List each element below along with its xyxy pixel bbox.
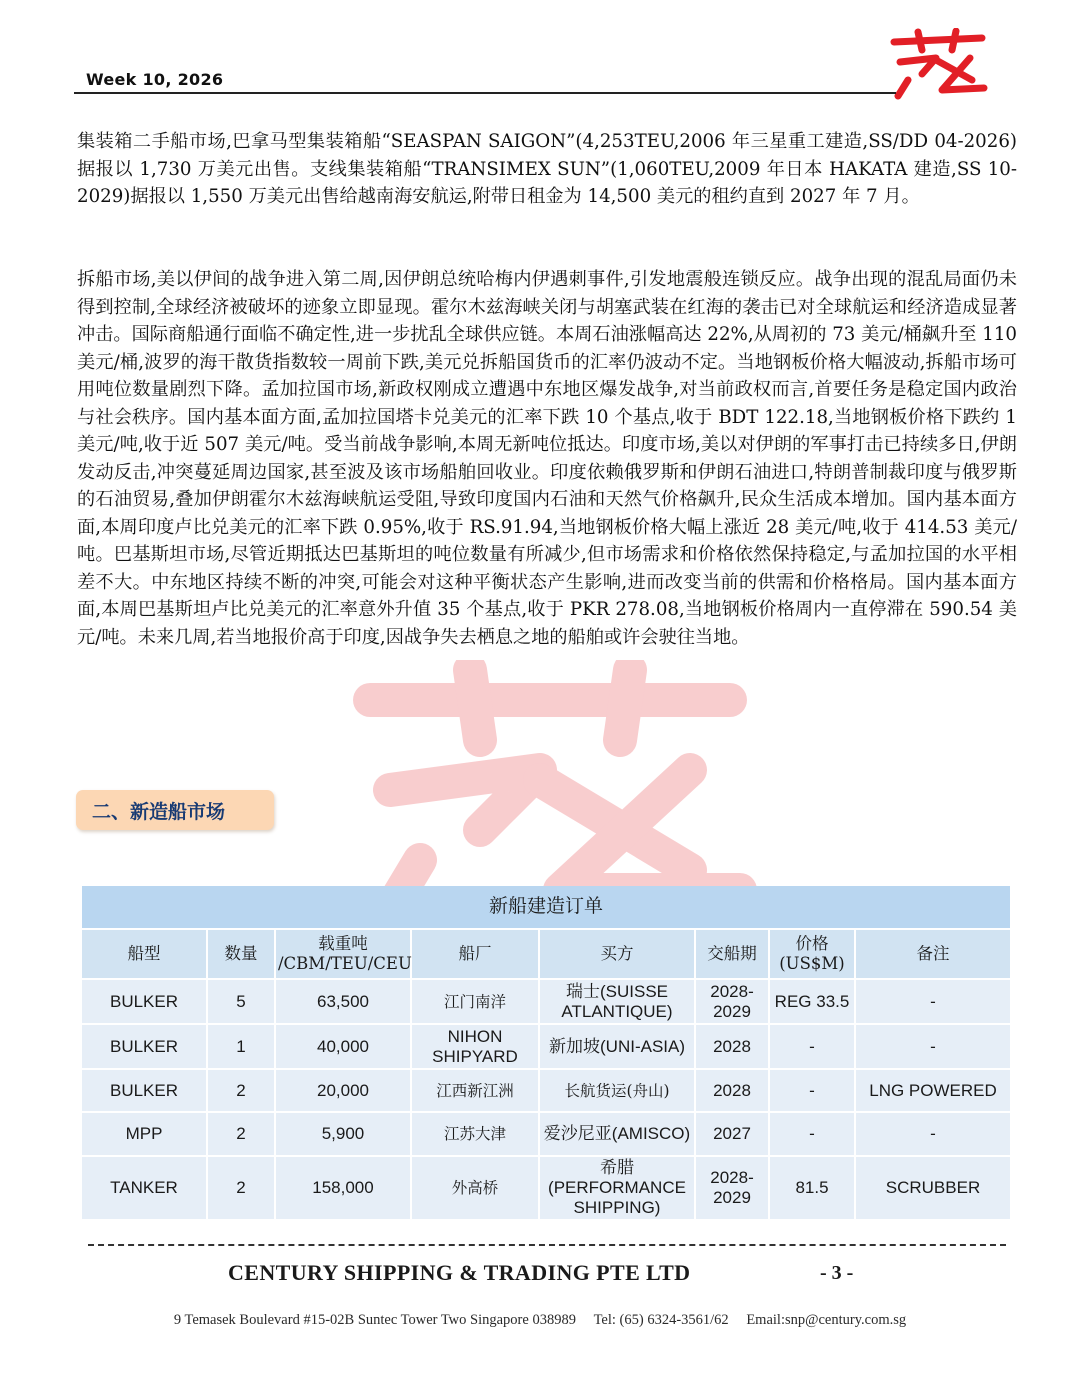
company-name: CENTURY SHIPPING & TRADING PTE LTD (228, 1260, 691, 1285)
cell-quantity: 2 (208, 1157, 274, 1219)
cell-buyer: 长航货运(舟山) (540, 1070, 694, 1111)
week-label: Week 10, 2026 (86, 70, 224, 89)
footer-divider (88, 1244, 1006, 1246)
table-row (82, 1157, 1010, 1219)
cell-shipyard: NIHON SHIPYARD (412, 1025, 538, 1068)
col-header-remarks: 备注 (856, 930, 1010, 978)
table-caption: 新船建造订单 (82, 886, 1010, 928)
cell-price: - (770, 1070, 854, 1111)
cell-buyer: 爱沙尼亚(AMISCO) (540, 1113, 694, 1155)
cell-remarks: - (856, 1113, 1010, 1155)
cell-deadweight: 63,500 (276, 980, 410, 1023)
footer-address: 9 Temasek Boulevard #15-02B Suntec Tower Two Singapore 038989 (173, 1312, 576, 1328)
cell-delivery: 2028 (696, 1070, 768, 1111)
col-header-quantity: 数量 (208, 930, 274, 978)
footer-tel: Tel: (65) 6324-3561/62 (593, 1312, 729, 1328)
cell-shipyard: 外高桥 (412, 1157, 538, 1219)
cell-ship-type: BULKER (82, 980, 206, 1023)
paragraph-demolition-market: 拆船市场,美以伊间的战争进入第二周,因伊朗总统哈梅内伊遇刺事件,引发地震般连锁反应。战争出现的混乱局面仍未得到控制,全球经济被破坏的迹象立即显现。霍尔木兹海峡关闭与胡塞武装在红海的袭击已对全球航运和经济造成显著冲击。国际商船通行面临不确定性,进一步扰乱全球供应链。本周石油涨幅高达 22%,从周初的 73 美元/桶飙升至 110 美元/桶,波罗的海干散货指数较一周前下跌,美元兑拆船国货币的汇率仍波动不定。当地钢板价格大幅波动,拆船市场可用吨位数量剧烈下降。孟加拉国市场,新政权刚成立遭遇中东地区爆发战争,对当前政权而言,首要任务是稳定国内政治与社会秩序。国内基本面方面,孟加拉国塔卡兑美元的汇率下跌 10 个基点,收于 BDT 122.18,当地钢板价格下跌约 1 美元/吨,收于近 507 美元/吨。受当前战争影响,本周无新吨位抵达。印度市场,美以对伊朗的军事打击已持续多日,伊朗发动反击,冲突蔓延周边国家,甚至波及该市场船舶回收业。印度依赖俄罗斯和伊朗石油进口,特朗普制裁印度与俄罗斯的石油贸易,叠加伊朗霍尔木兹海峡航运受阻,导致印度国内石油和天然气价格飙升,民众生活成本增加。国内基本面方面,本周印度卢比兑美元的汇率下跌 0.95%,收于 RS.91.94,当地钢板价格大幅上涨近 28 美元/吨,收于 414.53 美元/吨。巴基斯坦市场,尽管近期抵达巴基斯坦的吨位数量有所减少,但市场需求和价格依然保持稳定,与孟加拉国的水平相差不大。中东地区持续不断的冲突,可能会对这种平衡状态产生影响,进而改变当前的供需和价格格局。国内基本面方面,本周巴基斯坦卢比兑美元的汇率意外升值 35 个基点,收于 PKR 278.08,当地钢板价格周内一直停滞在 590.54 美元/吨。未来几周,若当地报价高于印度,因战争失去栖息之地的船舶或许会驶往当地。 (77, 269, 1017, 648)
cell-quantity: 1 (208, 1025, 274, 1068)
cell-quantity: 2 (208, 1070, 274, 1111)
cell-delivery: 2028-2029 (696, 1157, 768, 1219)
table-row (82, 980, 1010, 1023)
cell-remarks: LNG POWERED (856, 1070, 1010, 1111)
cell-deadweight: 20,000 (276, 1070, 410, 1111)
cell-remarks: SCRUBBER (856, 1157, 1010, 1219)
col-header-delivery: 交船期 (696, 930, 768, 978)
col-header-shipyard: 船厂 (412, 930, 538, 978)
cell-delivery: 2027 (696, 1113, 768, 1155)
cell-deadweight: 5,900 (276, 1113, 410, 1155)
table-row (82, 1113, 1010, 1155)
col-header-buyer: 买方 (540, 930, 694, 978)
table-row (82, 1070, 1010, 1111)
cell-delivery: 2028 (696, 1025, 768, 1068)
cell-remarks: - (856, 980, 1010, 1023)
company-logo (888, 28, 988, 100)
cell-ship-type: BULKER (82, 1025, 206, 1068)
cell-remarks: - (856, 1025, 1010, 1068)
cell-ship-type: BULKER (82, 1070, 206, 1111)
cell-buyer: 瑞士(SUISSE ATLANTIQUE) (540, 980, 694, 1023)
footer-contact (0, 1312, 1080, 1329)
cell-buyer: 希腊(PERFORMANCE SHIPPING) (540, 1157, 694, 1219)
paragraph-container-ship-sales: 集装箱二手船市场,巴拿马型集装箱船“SEASPAN SAIGON”(4,253TEU,2006 年三星重工建造,SS/DD 04-2026)据报以 1,730 万美元出售。支线集装箱船“TRANSIMEX SUN”(1,060TEU,2009 年日本 HAKATA 建造,SS 10-2029)据报以 1,550 万美元出售给越南海安航运,附带日租金为 14,500 美元的租约直到 2027 年 7 月。 (77, 131, 1017, 207)
section-heading-newbuilding: 二、新造船市场 (76, 790, 274, 830)
newbuilding-orders-table (80, 884, 1012, 1221)
cell-shipyard: 江门南洋 (412, 980, 538, 1023)
header-divider (74, 92, 896, 94)
cell-delivery: 2028-2029 (696, 980, 768, 1023)
col-header-price: 价格 (US$M) (770, 930, 854, 978)
cell-quantity: 2 (208, 1113, 274, 1155)
cell-price: 81.5 (770, 1157, 854, 1219)
table-header-row (82, 930, 1010, 978)
col-header-deadweight: 载重吨 /CBM/TEU/CEU (276, 930, 410, 978)
footer-email: Email:snp@century.com.sg (746, 1312, 907, 1328)
watermark-logo (330, 660, 770, 920)
cell-ship-type: TANKER (82, 1157, 206, 1219)
cell-quantity: 5 (208, 980, 274, 1023)
col-header-ship-type: 船型 (82, 930, 206, 978)
cell-ship-type: MPP (82, 1113, 206, 1155)
cell-deadweight: 40,000 (276, 1025, 410, 1068)
cell-buyer: 新加坡(UNI-ASIA) (540, 1025, 694, 1068)
cell-shipyard: 江苏大津 (412, 1113, 538, 1155)
cell-shipyard: 江西新江洲 (412, 1070, 538, 1111)
cell-price: REG 33.5 (770, 980, 854, 1023)
cell-deadweight: 158,000 (276, 1157, 410, 1219)
cell-price: - (770, 1025, 854, 1068)
page-number: - 3 - (820, 1262, 854, 1284)
cell-price: - (770, 1113, 854, 1155)
table-row (82, 1025, 1010, 1068)
